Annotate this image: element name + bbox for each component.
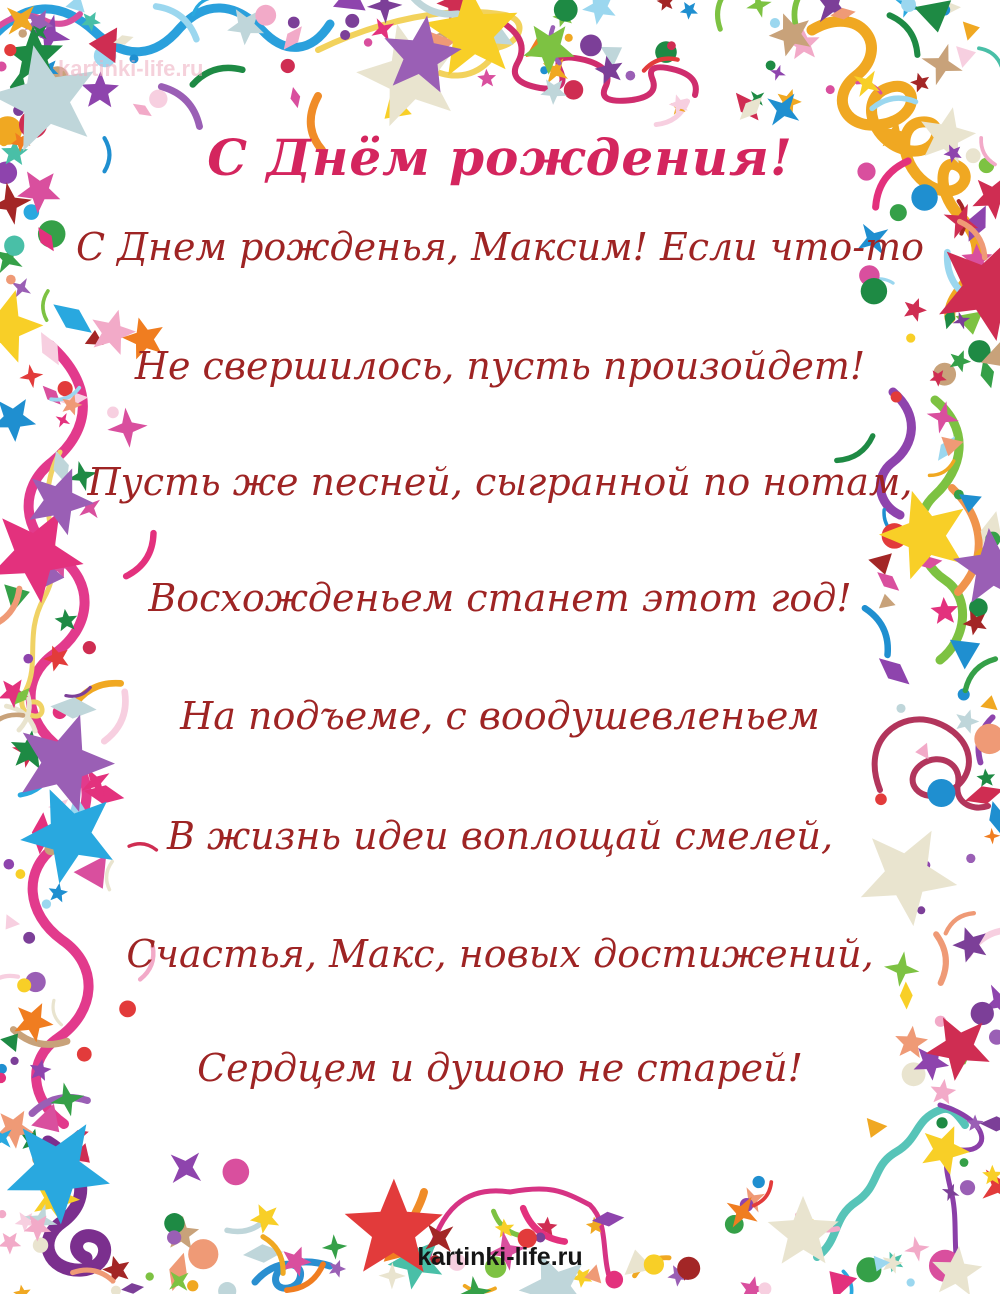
- confetti-piece: [53, 304, 92, 332]
- confetti-piece: [161, 87, 199, 127]
- confetti-piece: [989, 1030, 1000, 1045]
- poem-line: С Днем рожденья, Максим! Если что-то: [75, 225, 925, 269]
- confetti-piece: [906, 333, 915, 342]
- confetti-piece: [657, 0, 675, 11]
- confetti-piece: [53, 1000, 61, 1024]
- confetti-piece: [956, 710, 979, 734]
- confetti-piece: [564, 80, 583, 99]
- confetti-piece: [931, 1079, 957, 1104]
- confetti-piece: [0, 399, 36, 442]
- confetti-piece: [879, 594, 896, 609]
- confetti-piece: [4, 236, 24, 256]
- confetti-piece: [340, 30, 350, 40]
- poem-line: Счастья, Макс, новых достижений,: [126, 932, 874, 976]
- confetti-piece: [133, 104, 152, 116]
- confetti-piece: [960, 1180, 975, 1195]
- confetti-piece: [187, 1280, 198, 1291]
- confetti-piece: [15, 869, 25, 879]
- confetti-piece: [858, 224, 889, 255]
- confetti-piece: [92, 310, 136, 355]
- confetti-piece: [980, 695, 997, 710]
- confetti-piece: [605, 1271, 623, 1289]
- confetti-piece: [891, 391, 902, 402]
- confetti-piece: [867, 1118, 888, 1138]
- confetti-piece: [171, 1153, 201, 1183]
- confetti-piece: [931, 597, 959, 624]
- confetti-piece: [0, 290, 43, 363]
- poem-line: На подъеме, с воодушевленьем: [180, 694, 820, 738]
- poem-line: Восхожденьем станет этот год!: [148, 576, 852, 620]
- confetti-piece: [877, 572, 899, 591]
- confetti-piece: [936, 934, 946, 983]
- confetti-piece: [971, 1002, 994, 1025]
- confetti-piece: [42, 899, 51, 908]
- confetti-piece: [680, 2, 698, 20]
- confetti-piece: [890, 204, 907, 221]
- confetti-piece: [345, 14, 359, 28]
- confetti-piece: [56, 413, 71, 428]
- ribbon-bottom-right-teal-wave-icon: [817, 1109, 965, 1257]
- confetti-piece: [837, 436, 873, 461]
- poem-line: Пусть же песней, сыгранной по нотам,: [87, 460, 913, 504]
- confetti-piece: [746, 0, 772, 18]
- confetti-piece: [6, 914, 20, 929]
- confetti-piece: [119, 1000, 136, 1017]
- confetti-piece: [626, 71, 636, 81]
- confetti-piece: [55, 609, 78, 631]
- confetti-piece: [861, 278, 887, 304]
- confetti-piece: [907, 1278, 915, 1286]
- confetti-piece: [896, 704, 905, 713]
- confetti-piece: [718, 0, 729, 29]
- confetti-piece: [23, 654, 33, 664]
- confetti-piece: [107, 407, 119, 419]
- confetti-piece: [770, 18, 780, 28]
- confetti-piece: [580, 35, 602, 57]
- confetti-piece: [667, 41, 676, 50]
- confetti-piece: [364, 38, 372, 46]
- confetti-piece: [218, 1282, 236, 1294]
- confetti-piece: [861, 831, 957, 926]
- confetti-piece: [965, 786, 1000, 804]
- confetti-piece: [950, 640, 980, 670]
- confetti-piece: [980, 1116, 1000, 1131]
- confetti-piece: [129, 844, 156, 850]
- confetti-piece: [23, 932, 35, 944]
- ribbon-right-purple-curl-icon: [880, 392, 911, 515]
- confetti-piece: [281, 59, 295, 73]
- confetti-piece: [4, 859, 15, 870]
- confetti-piece: [911, 184, 937, 210]
- confetti-piece: [41, 332, 59, 365]
- confetti-piece: [826, 85, 835, 94]
- confetti-piece: [922, 1126, 970, 1175]
- confetti-piece: [946, 913, 974, 933]
- confetti-piece: [900, 982, 913, 1010]
- confetti-piece: [145, 1272, 153, 1280]
- confetti-piece: [901, 0, 916, 12]
- confetti-piece: [865, 608, 888, 655]
- confetti-piece: [104, 692, 125, 741]
- confetti-piece: [979, 48, 1000, 68]
- confetti-piece: [582, 0, 616, 25]
- confetti-piece: [952, 927, 986, 962]
- confetti-piece: [0, 976, 18, 988]
- confetti-piece: [535, 1233, 545, 1243]
- confetti-piece: [0, 1073, 6, 1083]
- confetti-piece: [868, 553, 892, 575]
- confetti-piece: [565, 34, 573, 42]
- confetti-piece: [107, 862, 113, 890]
- confetti-piece: [291, 87, 301, 108]
- confetti-piece: [884, 951, 919, 986]
- confetti-piece: [926, 1018, 990, 1081]
- confetti-piece: [753, 1176, 765, 1188]
- watermark-bottom: kartinki-life.ru: [417, 1243, 583, 1271]
- confetti-piece: [758, 1282, 771, 1294]
- confetti-piece: [223, 1159, 250, 1186]
- watermark-top-left: kartinki-life.ru: [58, 56, 204, 81]
- confetti-piece: [904, 298, 927, 322]
- confetti-piece: [936, 1117, 947, 1128]
- confetti-piece: [49, 883, 68, 903]
- card-title: С Днём рождения!: [207, 128, 793, 187]
- confetti-piece: [74, 855, 107, 889]
- confetti-piece: [875, 793, 887, 805]
- confetti-piece: [915, 743, 928, 759]
- confetti-piece: [956, 46, 976, 68]
- confetti-piece: [984, 828, 1000, 845]
- confetti-piece: [149, 90, 167, 108]
- confetti-piece: [766, 60, 776, 70]
- confetti-piece: [111, 1286, 121, 1294]
- confetti-piece: [0, 1064, 7, 1074]
- confetti-piece: [966, 854, 975, 863]
- confetti-piece: [4, 44, 16, 56]
- confetti-piece: [965, 659, 995, 690]
- confetti-piece: [890, 15, 918, 55]
- confetti-piece: [0, 1034, 18, 1053]
- poem-line: В жизнь идеи воплощай смелей,: [166, 814, 834, 858]
- confetti-piece: [83, 641, 96, 654]
- confetti-piece: [77, 1047, 92, 1062]
- confetti-piece: [43, 291, 48, 320]
- poem-line: Не свершилось, пусть произойдет!: [134, 344, 866, 388]
- poem-line: Сердцем и душою не старей!: [197, 1046, 803, 1090]
- confetti-piece: [977, 769, 996, 787]
- confetti-piece: [255, 5, 276, 26]
- confetti-piece: [0, 1210, 6, 1218]
- confetti-piece: [140, 946, 153, 979]
- confetti-piece: [333, 0, 366, 11]
- confetti-piece: [963, 22, 980, 41]
- confetti-piece: [19, 364, 43, 388]
- confetti-piece: [927, 779, 955, 807]
- confetti-piece: [6, 275, 16, 285]
- confetti-piece: [126, 533, 153, 576]
- confetti-piece: [18, 29, 27, 38]
- confetti-piece: [121, 1283, 144, 1294]
- confetti-piece: [917, 906, 925, 914]
- confetti-piece: [122, 318, 163, 360]
- confetti-piece: [13, 1285, 30, 1294]
- confetti-piece: [879, 658, 910, 684]
- confetti-piece: [17, 978, 31, 992]
- confetti-piece: [10, 1057, 18, 1065]
- confetti-piece: [7, 1124, 110, 1224]
- confetti-piece: [288, 17, 300, 29]
- confetti-piece: [0, 61, 7, 71]
- confetti-piece: [914, 0, 951, 32]
- confetti-piece: [960, 1158, 969, 1167]
